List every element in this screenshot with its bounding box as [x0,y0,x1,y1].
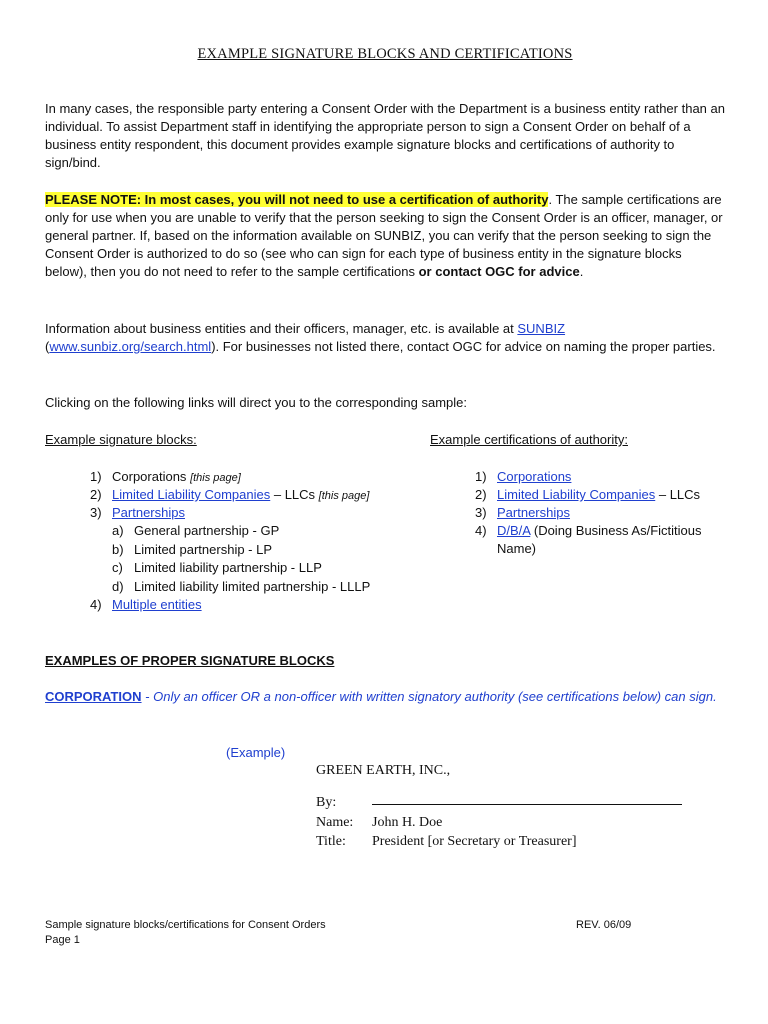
name-row [316,814,450,833]
note-highlight: PLEASE NOTE: In most cases, you will not need to use a certification of authority [45,192,549,207]
footer-rev: REV. 06/09 [576,919,632,931]
by-row [316,794,450,814]
footer-left [45,918,326,948]
cert-item-corporations: 1) Corporations [475,469,572,484]
example-label: (Example) [226,745,286,760]
note-bold-end: or contact OGC for advice [418,264,580,279]
signature-line [372,794,682,805]
corporation-desc: - Only an officer OR a non-officer with written signatory authority (see certifications below) can sign. [141,689,717,704]
title-value: President [or Secretary or Treasurer] [372,834,577,849]
sunbiz-link[interactable]: SUNBIZ [517,321,566,336]
cert-item-dba: 4) D/B/A (Doing Business As/Fictitious Name) [475,523,702,556]
footer-page-number: Page 1 [45,934,80,946]
partnership-sublist [90,522,410,596]
list-item: a) General partnership - GP [112,523,280,538]
sig-multiple-link[interactable]: Multiple entities [112,597,202,612]
sig-blocks-heading: Example signature blocks: [45,432,197,447]
list-item: c) Limited liability partnership - LLP [112,560,322,575]
corporation-paragraph [45,688,725,706]
note-period: . [579,264,584,279]
footer-doc-title: Sample signature blocks/certifications for Consent Orders [45,919,326,931]
sig-llc-link[interactable]: Limited Liability Companies [112,487,271,502]
info-prefix: Information about business entities and their officers, manager, etc. is available at [45,321,518,336]
company-name: GREEN EARTH, INC., [316,763,451,778]
cert-partnerships-link[interactable]: Partnerships [497,505,570,520]
sig-blocks-list [90,468,410,614]
name-value: John H. Doe [372,815,443,830]
cert-llc-link[interactable]: Limited Liability Companies [497,487,656,502]
cert-dba-link[interactable]: D/B/A [497,523,531,538]
name-label: Name: [316,815,354,830]
intro-paragraph: In many cases, the responsible party entering a Consent Order with the Department is a business entity rather than an individual. To assist Department staff in identifying the appropriate person to sign a Consent Order on behalf of a business entity respondent, this document provides example signature blocks and certifications of authority to sign/bind. [45,101,725,170]
info-paragraph [45,320,725,356]
sig-blocks-column [45,431,405,612]
corporation-link[interactable]: CORPORATION [45,689,142,704]
sig-item-label: Corporations [112,469,187,484]
by-label: By: [316,795,337,810]
signature-block [316,762,577,852]
sig-item-corporations: 1) Corporations [this page] [90,469,241,484]
title-label: Title: [316,834,346,849]
sig-item-multiple: 4) Multiple entities [90,597,202,612]
note-paragraph [45,191,725,281]
sig-item-partnerships: 3) Partnerships [90,505,185,520]
note-text: . The sample certifications are only for use when you are unable to verify that the person seeking to sign the Consent Order is an officer, manager, or general partner. If, based on the information available on SUNBIZ, you can verify that the person seeking to sign the Consent Order is authorized to do so (see who can sign for each type of business entity in the signature blocks below), then you do not need to refer to the sample certifications [45,192,723,279]
cert-item-partnerships: 3) Partnerships [475,505,570,520]
examples-heading: EXAMPLES OF PROPER SIGNATURE BLOCKS [45,653,335,668]
certs-column [430,431,730,556]
page-title: EXAMPLE SIGNATURE BLOCKS AND CERTIFICATIONS [197,46,573,62]
certs-heading: Example certifications of authority: [430,432,628,447]
info-paren: ( [45,339,50,354]
certs-list [475,468,725,558]
cert-item-llc: 2) Limited Liability Companies – LLCs [475,487,701,502]
list-item: d) Limited liability limited partnership - LLLP [112,578,371,594]
cert-corporations-link[interactable]: Corporations [497,469,572,484]
info-suffix: ). For businesses not listed there, contact OGC for advice on naming the proper parties. [211,339,716,354]
title-row [316,833,577,852]
sig-partnerships-link[interactable]: Partnerships [112,505,185,520]
sunbiz-url-link[interactable]: www.sunbiz.org/search.html [49,339,212,354]
links-intro: Clicking on the following links will direct you to the corresponding sample: [45,395,467,410]
sig-item-llc: 2) Limited Liability Companies – LLCs [this page] [90,487,370,502]
list-item: b) Limited partnership - LP [112,541,273,557]
